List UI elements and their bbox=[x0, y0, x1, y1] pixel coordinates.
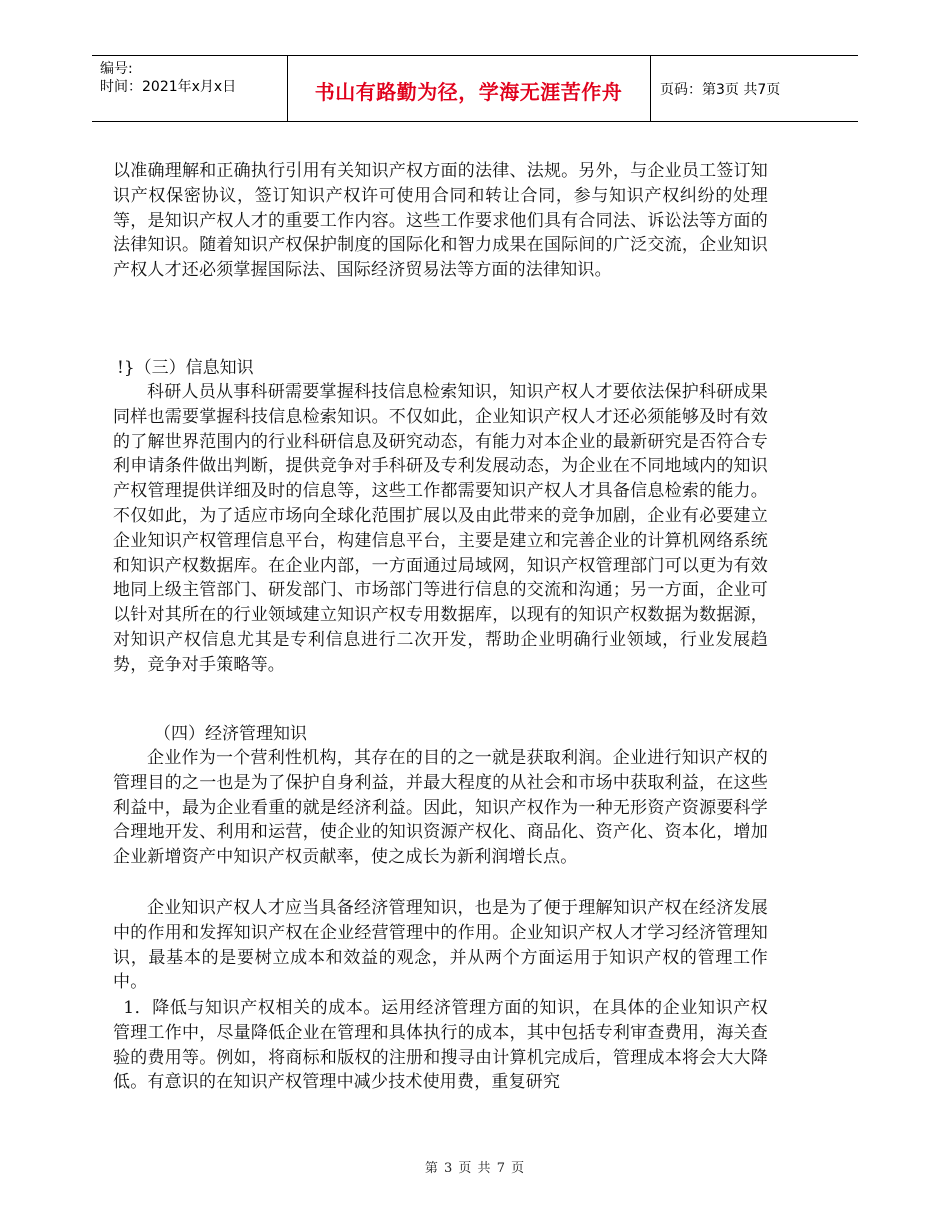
page-footer: 第 3 页 共 7 页 bbox=[424, 1161, 526, 1176]
time-label: 时间：2021年x月x日 bbox=[100, 79, 237, 95]
section-heading-econ-management: （四）经济管理知识 bbox=[154, 724, 307, 744]
paragraph-legal-knowledge-cont: 以准确理解和正确执行引用有关知识产权方面的法律、法规。另外，与企业员工签订知识产权保密协议，签订知识产权许可使用合同和转让合同，参与知识产权纠纷的处理等，是知识产权人才的重要工作内容。这些工作要求他们具有合同法、诉讼法等方面的法律知识。随着知识产权保护制度的国际化和智力成果在国际间的广泛交流，企业知识产权人才还必须掌握国际法、国际经济贸易法等方面的法律知识。 bbox=[113, 161, 768, 281]
paragraph-econ-purpose: 企业作为一个营利性机构，其存在的目的之一就是获取利润。企业进行知识产权的管理目的之一也是为了保护自身利益，并最大程度的从社会和市场中获取利益，在这些利益中，最为企业看重的就是经济利益。因此，知识产权作为一种无形资产资源要科学合理地开发、利用和运营，使企业的知识资源产权化、商品化、资产化、资本化，增加企业新增资产中知识产权贡献率，使之成长为新利润增长点。 bbox=[113, 748, 768, 868]
section-heading-info-knowledge: !}（三）信息知识 bbox=[117, 358, 254, 378]
header-meta bbox=[100, 60, 236, 96]
header-top-rule bbox=[92, 55, 858, 56]
paragraph-econ-talent: 企业知识产权人才应当具备经济管理知识，也是为了便于理解知识产权在经济发展中的作用和发挥知识产权在企业经营管理中的作用。企业知识产权人才学习经济管理知识，最基本的是要树立成本和效益的观念，并从两个方面运用于知识产权的管理工作中。 bbox=[113, 898, 768, 993]
number-label: 编号: bbox=[100, 61, 133, 77]
paragraph-reduce-cost: 1．降低与知识产权相关的成本。运用经济管理方面的知识，在具体的企业知识产权管理工作中，尽量降低企业在管理和具体执行的成本，其中包括专利审查费用，海关查验的费用等。例如，将商标和版权的注册和搜寻由计算机完成后，管理成本将会大大降低。有意识的在知识产权管理中减少技术使用费，重复研究 bbox=[113, 998, 768, 1093]
header-page-info: 页码：第3页 共7页 bbox=[660, 82, 781, 98]
header-bottom-rule bbox=[92, 121, 858, 122]
header-divider-right bbox=[650, 55, 651, 121]
paragraph-info-knowledge: 科研人员从事科研需要掌握科技信息检索知识，知识产权人才要依法保护科研成果同样也需要掌握科技信息检索知识。不仅如此，企业知识产权人才还必须能够及时有效的了解世界范围内的行业科研信息及研究动态，有能力对本企业的最新研究是否符合专利申请条件做出判断，提供竞争对手科研及专利发展动态，为企业在不同地域内的知识产权管理提供详细及时的信息等，这些工作都需要知识产权人才具备信息检索的能力。不仅如此，为了适应市场向全球化范围扩展以及由此带来的竞争加剧，企业有必要建立企业知识产权管理信息平台，构建信息平台，主要是建立和完善企业的计算机网络系统和知识产权数据库。在企业内部，一方面通过局域网，知识产权管理部门可以更为有效地同上级主管部门、研发部门、市场部门等进行信息的交流和沟通；另一方面，企业可以针对其所在的行业领域建立知识产权专用数据库，以现有的知识产权数据为数据源，对知识产权信息尤其是专利信息进行二次开发，帮助企业明确行业领域，行业发展趋势，竞争对手策略等。 bbox=[113, 382, 768, 675]
header-motto: 书山有路勤为径，学海无涯苦作舟 bbox=[314, 80, 623, 104]
